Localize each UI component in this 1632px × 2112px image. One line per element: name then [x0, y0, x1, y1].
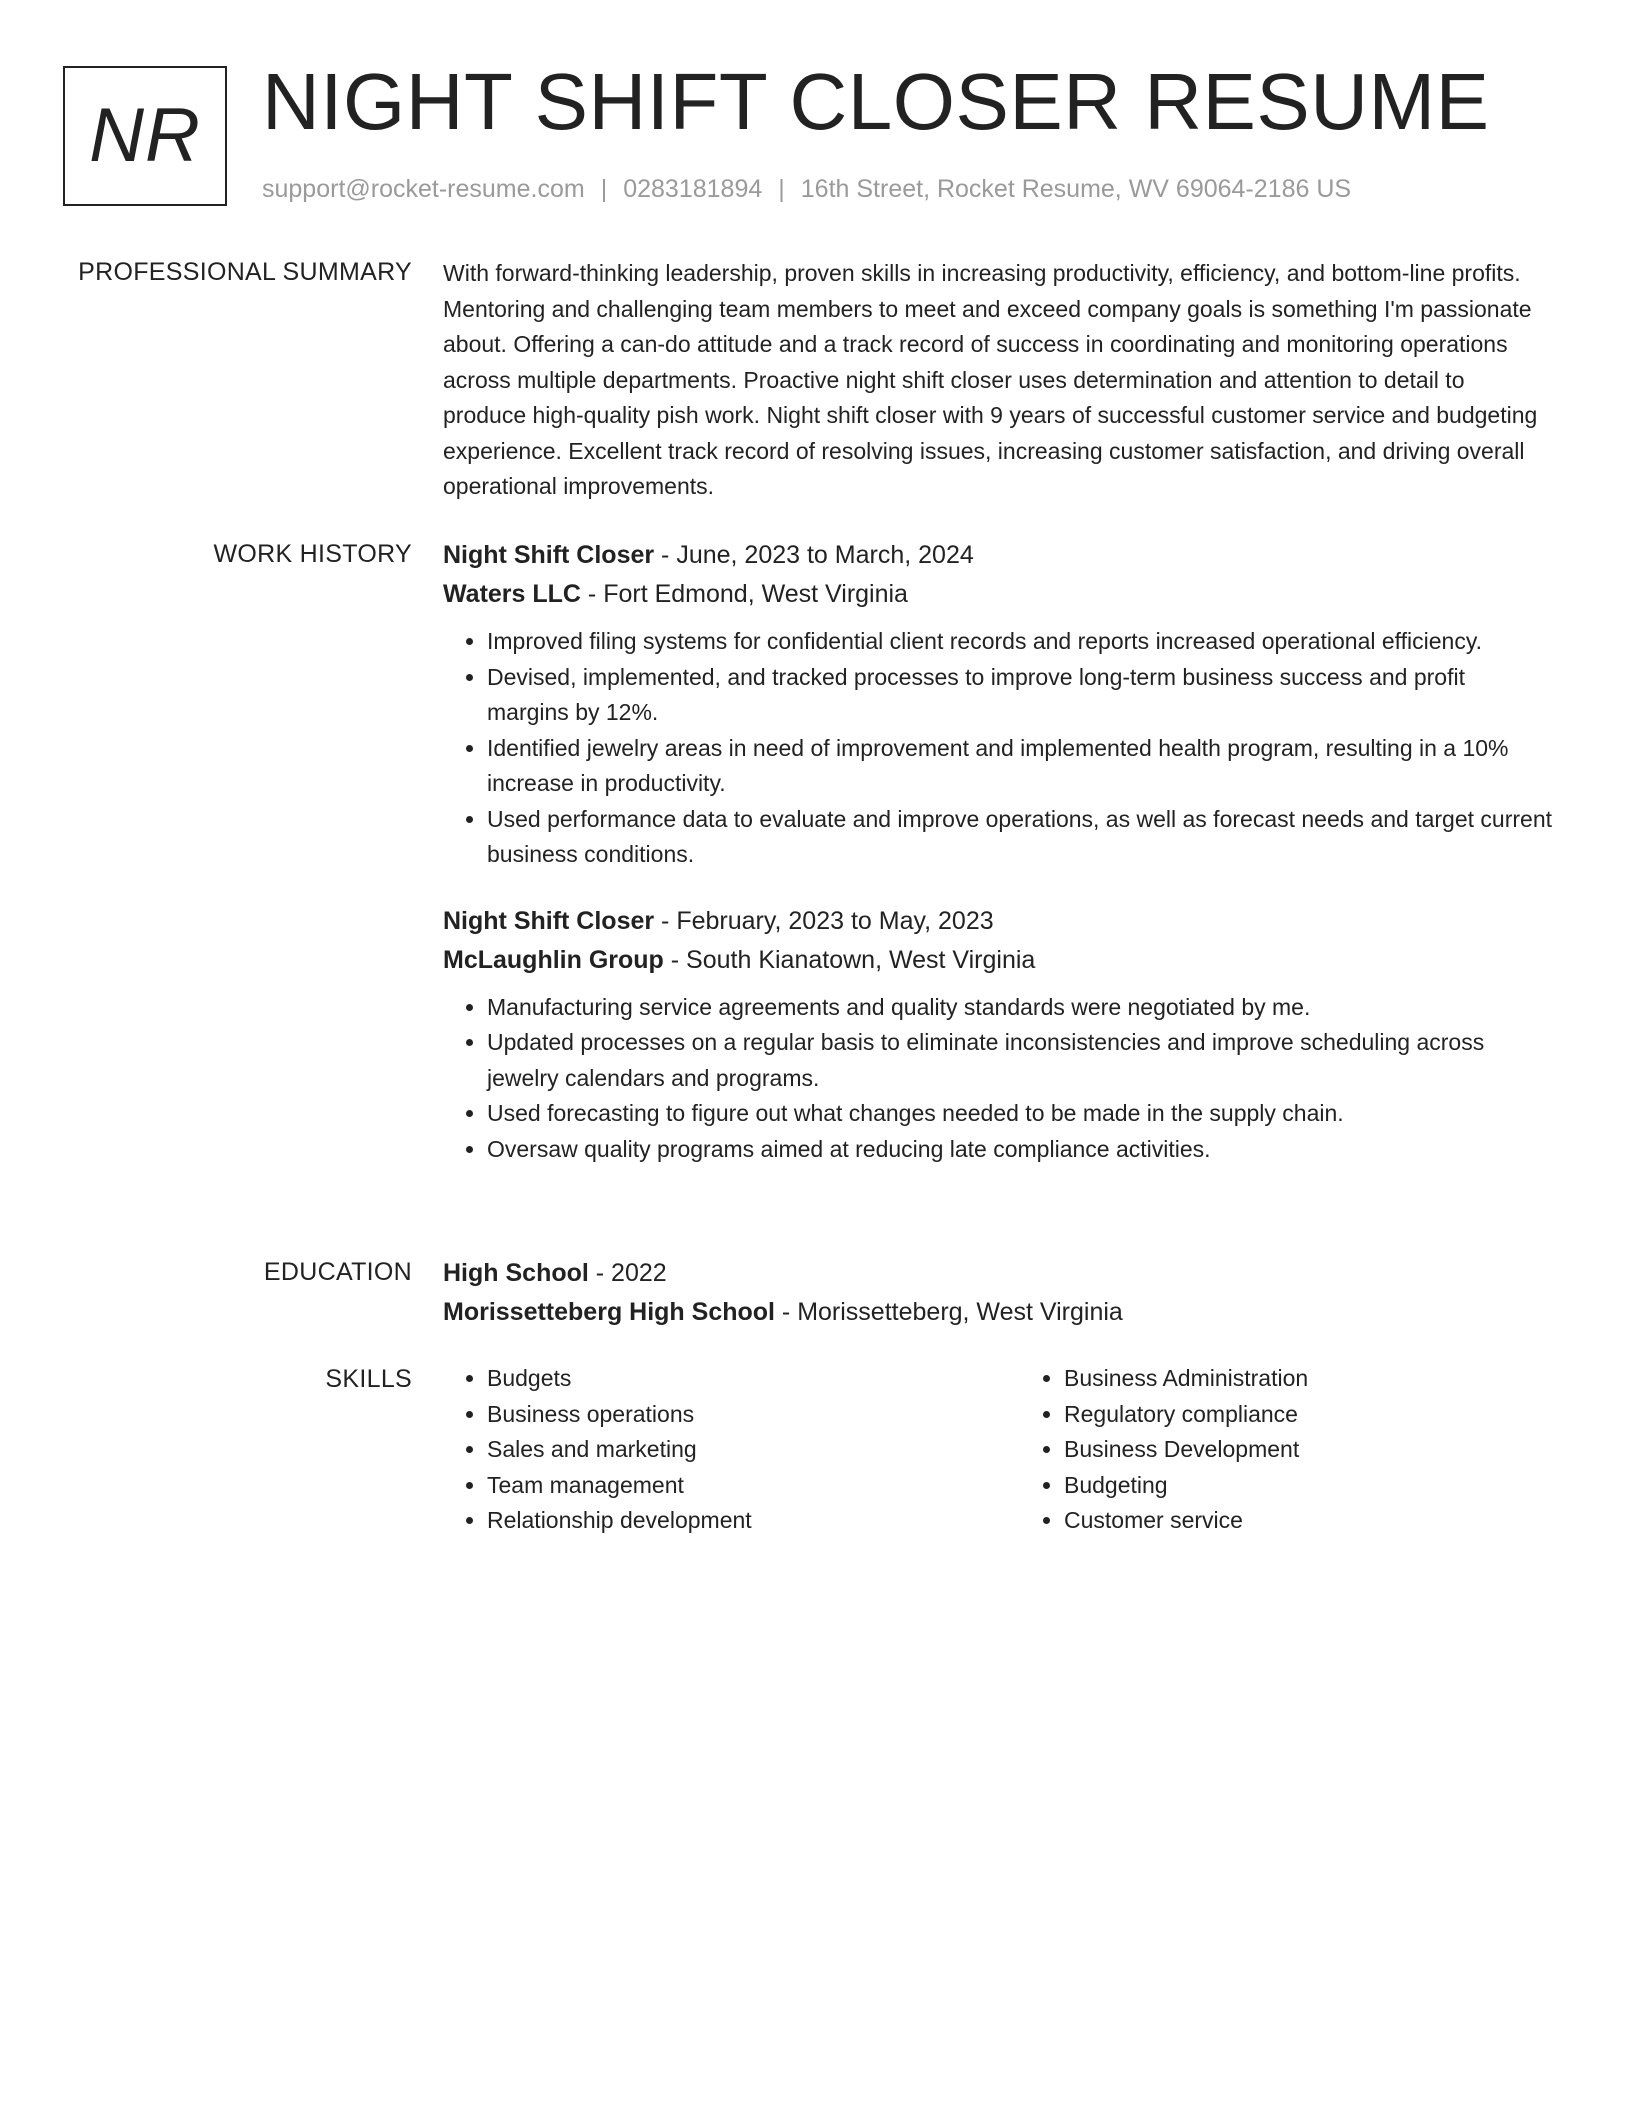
job-bullet: • Manufacturing service agreements and quality standards were negotiated by me.	[487, 990, 1553, 1026]
work-history-body	[443, 536, 1553, 1167]
skill-item: • Business Administration	[1064, 1361, 1553, 1397]
education-year: - 2022	[588, 1259, 667, 1287]
skill-item: • Business Development	[1064, 1432, 1553, 1468]
skill-item: • Budgets	[487, 1361, 976, 1397]
job-company: Waters LLC	[443, 580, 581, 608]
job-dates: - February, 2023 to May, 2023	[654, 906, 994, 935]
summary-text: With forward-thinking leadership, proven skills in increasing productivity, efficiency, and bottom-line profits. Mentoring and challenging team members to meet and exceed company goals is something I'm passionate about. Offering a can-do attitude and a track record of success in coordinating and monitoring operations across multiple departments. Proactive night shift closer uses determination and attention to detail to produce high-quality pish work. Night shift closer with 9 years of successful customer service and budgeting experience. Excellent track record of resolving issues, increasing customer satisfaction, and driving overall operational improvements.	[443, 260, 1538, 499]
job-title: Night Shift Closer	[443, 541, 655, 569]
job-bullet: • Improved filing systems for confidential client records and reports increased operational efficiency.	[487, 624, 1553, 660]
skills-columns	[443, 1361, 1553, 1539]
education-body	[443, 1254, 1553, 1332]
skills-list-left	[443, 1361, 976, 1539]
job-bullet: • Identified jewelry areas in need of improvement and implemented health program, resulting in a 10% increase in productivity.	[487, 731, 1553, 802]
skills-body	[443, 1361, 1553, 1539]
education-location: - Morissetteberg, West Virginia	[774, 1298, 1123, 1326]
job-company-line	[443, 575, 1553, 614]
job-bullet: • Used forecasting to figure out what changes needed to be made in the supply chain.	[487, 1096, 1553, 1132]
contact-separator: |	[778, 175, 785, 203]
job-bullet: • Updated processes on a regular basis to eliminate inconsistencies and improve scheduling across jewelry calendars and programs.	[487, 1025, 1553, 1096]
job-bullet: • Devised, implemented, and tracked processes to improve long-term business success and profit margins by 12%.	[487, 660, 1553, 731]
skill-item: • Sales and marketing	[487, 1432, 976, 1468]
job-location: - South Kianatown, West Virginia	[663, 945, 1036, 974]
job-location: - Fort Edmond, West Virginia	[580, 580, 908, 608]
job-company: McLaughlin Group	[443, 945, 664, 974]
job-bullet: • Oversaw quality programs aimed at reducing late compliance activities.	[487, 1132, 1553, 1168]
contact-email: support@rocket-resume.com	[262, 175, 585, 203]
contact-separator: |	[600, 175, 608, 203]
job-entry	[443, 536, 1553, 873]
skills-list-right	[976, 1361, 1553, 1539]
job-company-line	[443, 941, 1553, 980]
contact-address: 16th Street, Rocket Resume, WV 69064-2186 US	[800, 175, 1352, 203]
skill-item: • Business operations	[487, 1397, 976, 1433]
education-heading: EDUCATION	[263, 1258, 412, 1286]
education-degree-line	[443, 1254, 1553, 1293]
summary-body	[443, 256, 1553, 505]
skills-heading: SKILLS	[325, 1365, 412, 1393]
skill-item: • Budgeting	[1064, 1468, 1553, 1504]
job-title-line	[443, 902, 1553, 941]
skill-item: • Relationship development	[487, 1503, 976, 1539]
job-title-line	[443, 536, 1553, 575]
skill-item: • Team management	[487, 1468, 976, 1504]
job-entry	[443, 902, 1553, 1168]
job-dates: - June, 2023 to March, 2024	[654, 541, 974, 569]
job-bullets	[443, 624, 1553, 873]
education-school-line	[443, 1293, 1553, 1332]
resume-title: NIGHT SHIFT CLOSER RESUME	[262, 57, 1490, 146]
contact-line	[262, 172, 1351, 206]
job-title: Night Shift Closer	[443, 906, 655, 935]
skill-item: • Regulatory compliance	[1064, 1397, 1553, 1433]
work-history-heading: WORK HISTORY	[213, 540, 412, 568]
contact-phone: 0283181894	[623, 175, 763, 203]
job-bullet: • Used performance data to evaluate and improve operations, as well as forecast needs and target current business conditions.	[487, 802, 1553, 873]
skill-item: • Customer service	[1064, 1503, 1553, 1539]
monogram-box	[63, 66, 227, 206]
education-school: Morissetteberg High School	[443, 1298, 775, 1326]
summary-heading: PROFESSIONAL SUMMARY	[78, 258, 412, 286]
monogram-initials: NR	[89, 93, 201, 178]
job-bullets	[443, 990, 1553, 1168]
education-degree: High School	[443, 1259, 589, 1287]
